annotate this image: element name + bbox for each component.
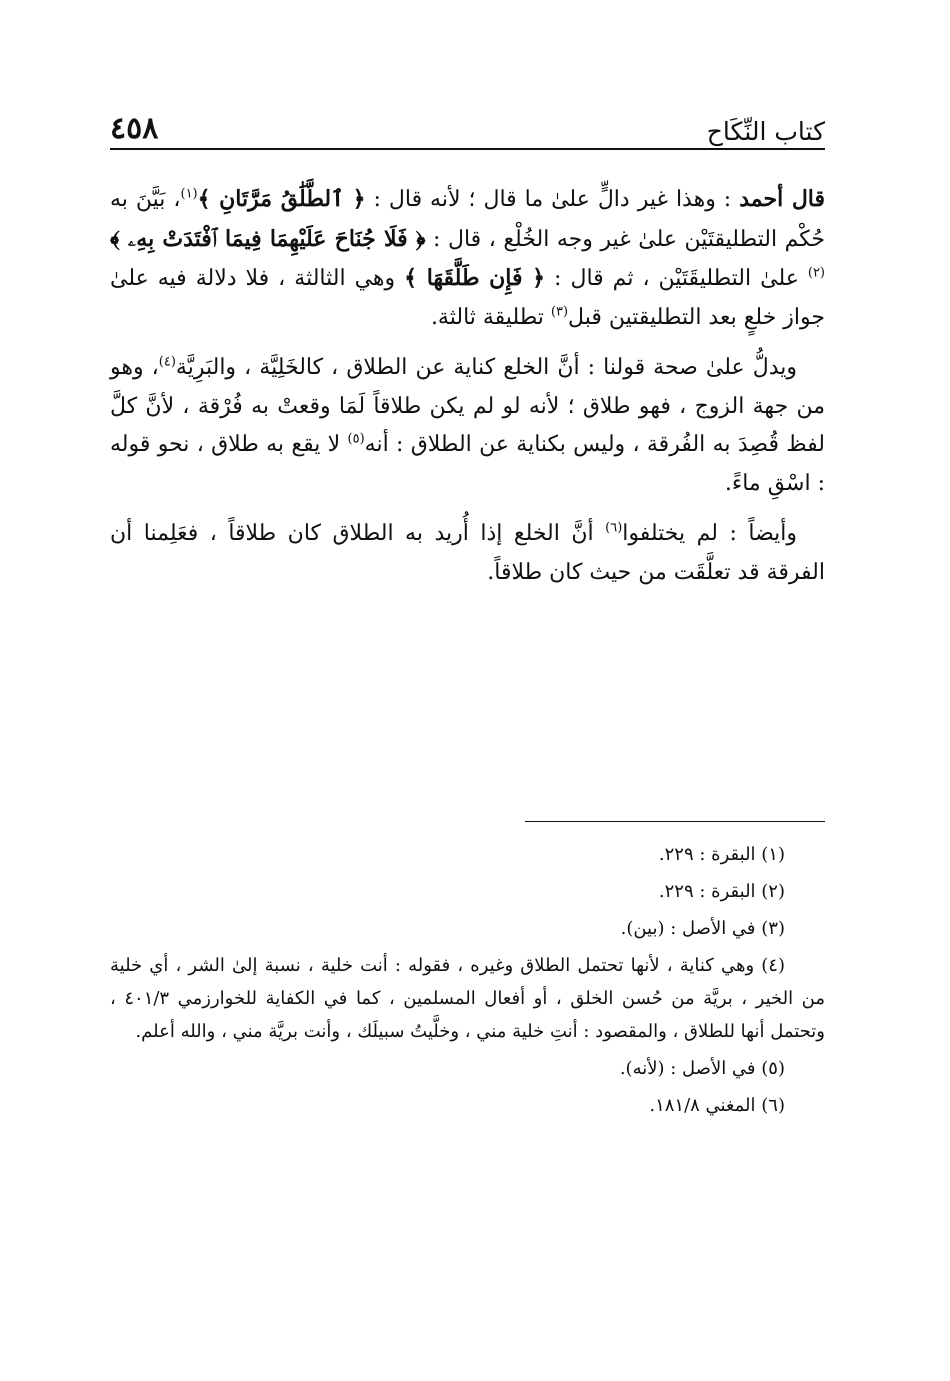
text-run: أنَّ الخلع إذا أُريد به الطلاق كان طلاقاً ، فعَلِمنا أن الفرقة قد تعلَّقَت من حيث كان طلاقاً.: [110, 521, 825, 585]
header-rule: [110, 148, 825, 150]
text-run: وأيضاً : لم يختلفوا: [622, 521, 798, 546]
quran-verse-1: ﴿ ٱلطَّلَٰقُ مَرَّتَانِ ﴾: [197, 186, 366, 212]
footnote-ref-5: (٥): [347, 431, 365, 447]
text-run: علىٰ التطليقَتَيْن ، ثم قال :: [545, 266, 808, 291]
page-number: ٤٥٨: [110, 111, 159, 146]
footnote-ref-3: (٣): [550, 304, 569, 320]
footnote-6: (٦) المغني ١٨١/٨.: [649, 1095, 785, 1116]
paragraph-1: [110, 180, 825, 337]
footnote-separator: [525, 821, 825, 822]
text-run: ، وهو من جهة الزوج ، فهو طلاق ؛ لأنه لو لم يكن طلاقاً لَمَا وقعتْ به فُرْقة ، لأنَّ كلَّ لفظ قُصِدَ به الفُرقة ، وليس بكناية عن الطلاق : أنه: [110, 355, 825, 457]
quran-verse-3: ﴿ فَإِن طَلَّقَهَا ﴾: [404, 265, 546, 291]
footnote-4: (٤) وهي كناية ، لأنها تحتمل الطلاق وغيره ، فقوله : أنت خلية ، نسبة إلىٰ الشر ، أي خلية من الخير ، بريَّة من حُسن الخلق ، أو أفعال المسلمين ، كما في الكفاية للخوارزمي ٤٠١/٣ ، وتحتمل أنها للطلاق ، والمقصود : أنتِ خلية مني ، وخلَّيتُ سبيلَك ، وأنت بريَّة مني ، والله أعلم.: [110, 955, 826, 1042]
page-header: [110, 98, 825, 144]
running-title: كتاب النِّكَاح: [706, 117, 825, 146]
footnote-ref-6: (٦): [605, 520, 623, 536]
quran-verse-2: ﴿ فَلَا جُنَاحَ عَلَيْهِمَا فِيمَا ٱفْتَدَتْ بِهِۦ ﴾: [110, 225, 426, 252]
text-run: وهي الثالثة ، فلا دلالة فيه علىٰ جواز خلعٍ بعد التطليقتين قبل: [110, 266, 825, 330]
text-run: تطليقة ثالثة.: [430, 304, 551, 330]
footnote-5: (٥) في الأصل : (لأنه).: [619, 1058, 785, 1079]
lead-author-name: قال أحمد: [739, 186, 826, 212]
footnote-2: (٢) البقرة : ٢٢٩.: [658, 881, 785, 902]
text-run: ويدلُّ علىٰ صحة قولنا : أنَّ الخلع كناية عن الطلاق ، كالخَلِيَّة ، والبَرِيَّة: [175, 355, 798, 380]
text-run: : وهذا غير دالٍّ علىٰ ما قال ؛ لأنه قال :: [365, 187, 740, 212]
paragraph-3: [110, 515, 825, 592]
footnote-ref-2: (٢): [807, 265, 825, 281]
footnote-ref-1: (١): [180, 186, 198, 202]
footnote-3: (٣) في الأصل : (بين).: [620, 918, 785, 939]
footnote-ref-4: (٤): [158, 354, 176, 370]
footnote-1: (١) البقرة : ٢٢٩.: [658, 844, 785, 865]
text-run: ، بَيَّنَ به حُكْم التطليقتَيْن علىٰ غير وجه الخُلْع ، قال :: [110, 187, 825, 252]
paragraph-2: [110, 349, 825, 503]
text-run: لا يقع به طلاق ، نحو قوله : اسْقِ ماءً.: [110, 432, 825, 496]
main-text: [110, 180, 825, 604]
footnotes: [110, 838, 825, 1126]
